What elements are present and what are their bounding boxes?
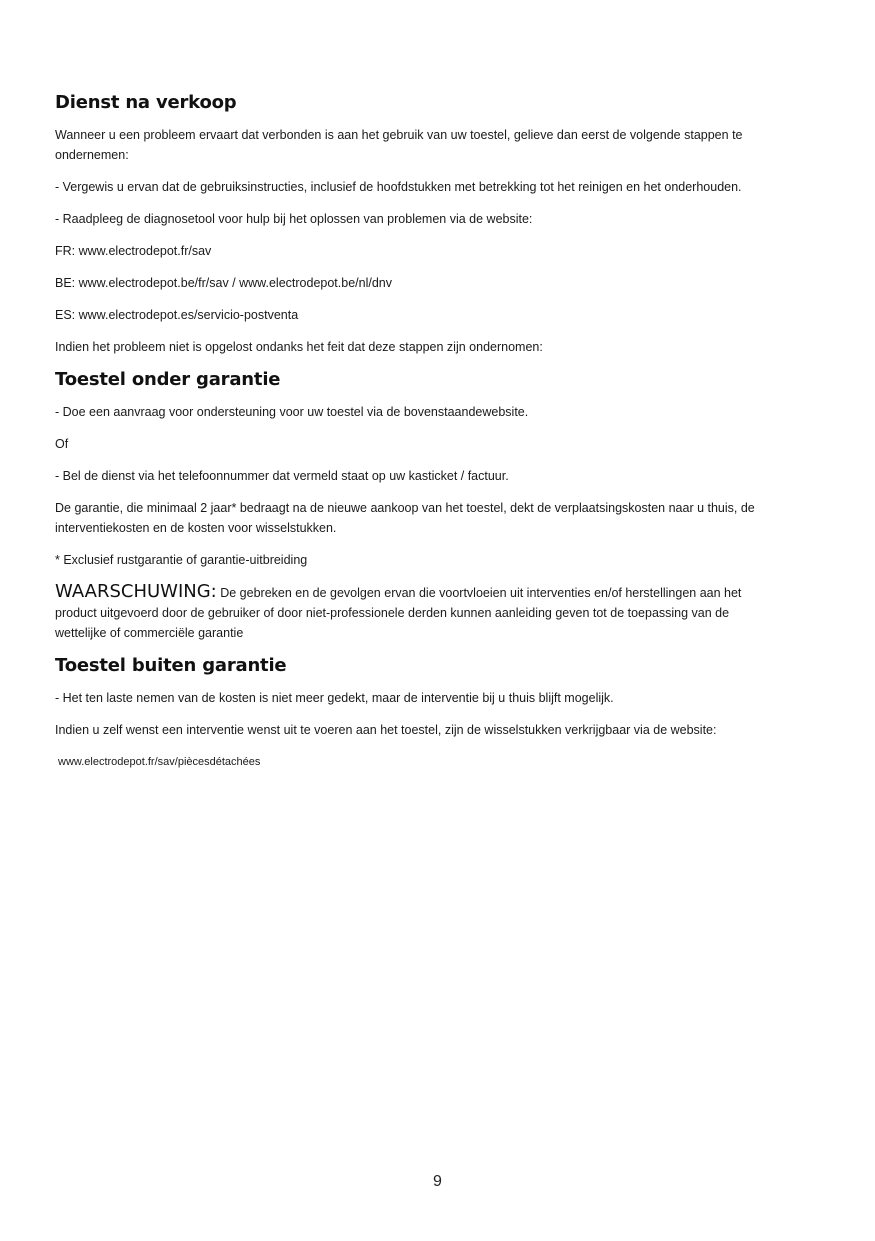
step-instructions: - Vergewis u ervan dat de gebruiksinstructies, inclusief de hoofdstukken met betrekking tot het reinigen en het onderhouden. — [55, 180, 742, 194]
heading-onder-garantie: Toestel onder garantie — [55, 369, 281, 390]
spare-parts-link: www.electrodepot.fr/sav/piècesdétachées — [58, 756, 261, 768]
warning-paragraph — [55, 582, 775, 643]
warranty-footnote: * Exclusief rustgarantie of garantie-uitbreiding — [55, 553, 308, 567]
warning-text: De gebreken en de gevolgen ervan die voortvloeien uit interventies en/of herstellingen aan het product uitgevoerd door de gebruiker of door niet-professionele derden kunnen aanleiding geven tot de toepassing van de wettelijke of commerciële garantie — [55, 586, 742, 640]
warning-title: WAARSCHUWING — [55, 581, 211, 602]
heading-dienst-na-verkoop: Dienst na verkoop — [55, 92, 237, 113]
closing-paragraph: Indien het probleem niet is opgelost ondanks het feit dat deze stappen zijn ondernomen: — [55, 340, 543, 354]
link-be: BE: www.electrodepot.be/fr/sav / www.electrodepot.be/nl/dnv — [55, 276, 392, 290]
link-es: ES: www.electrodepot.es/servicio-postventa — [55, 308, 299, 322]
intro-paragraph: Wanneer u een probleem ervaart dat verbonden is aan het gebruik van uw toestel, gelieve dan eerst de volgende stappen te ondernemen: — [55, 128, 743, 162]
step-diagnose-tool: - Raadpleeg de diagnosetool voor hulp bij het oplossen van problemen via de website: — [55, 212, 533, 226]
heading-buiten-garantie: Toestel buiten garantie — [55, 655, 287, 676]
link-fr: FR: www.electrodepot.fr/sav — [55, 244, 212, 258]
option-phone: - Bel de dienst via het telefoonnummer dat vermeld staat op uw kasticket / factuur. — [55, 469, 509, 483]
page-number: 9 — [433, 1173, 442, 1190]
document-page — [55, 92, 775, 784]
out-of-warranty-text: - Het ten laste nemen van de kosten is niet meer gedekt, maar de interventie bij u thuis blijft mogelijk. — [55, 691, 614, 705]
warranty-paragraph: De garantie, die minimaal 2 jaar* bedraagt na de nieuwe aankoop van het toestel, dekt de verplaatsingskosten naar u thuis, de interventiekosten en de kosten voor wisselstukken. — [55, 501, 755, 535]
spare-parts-text: Indien u zelf wenst een interventie wenst uit te voeren aan het toestel, zijn de wisselstukken verkrijgbaar via de website: — [55, 723, 717, 737]
option-website: - Doe een aanvraag voor ondersteuning voor uw toestel via de bovenstaandewebsite. — [55, 405, 529, 419]
option-or: Of — [55, 437, 69, 451]
warning-colon: : — [210, 581, 217, 602]
